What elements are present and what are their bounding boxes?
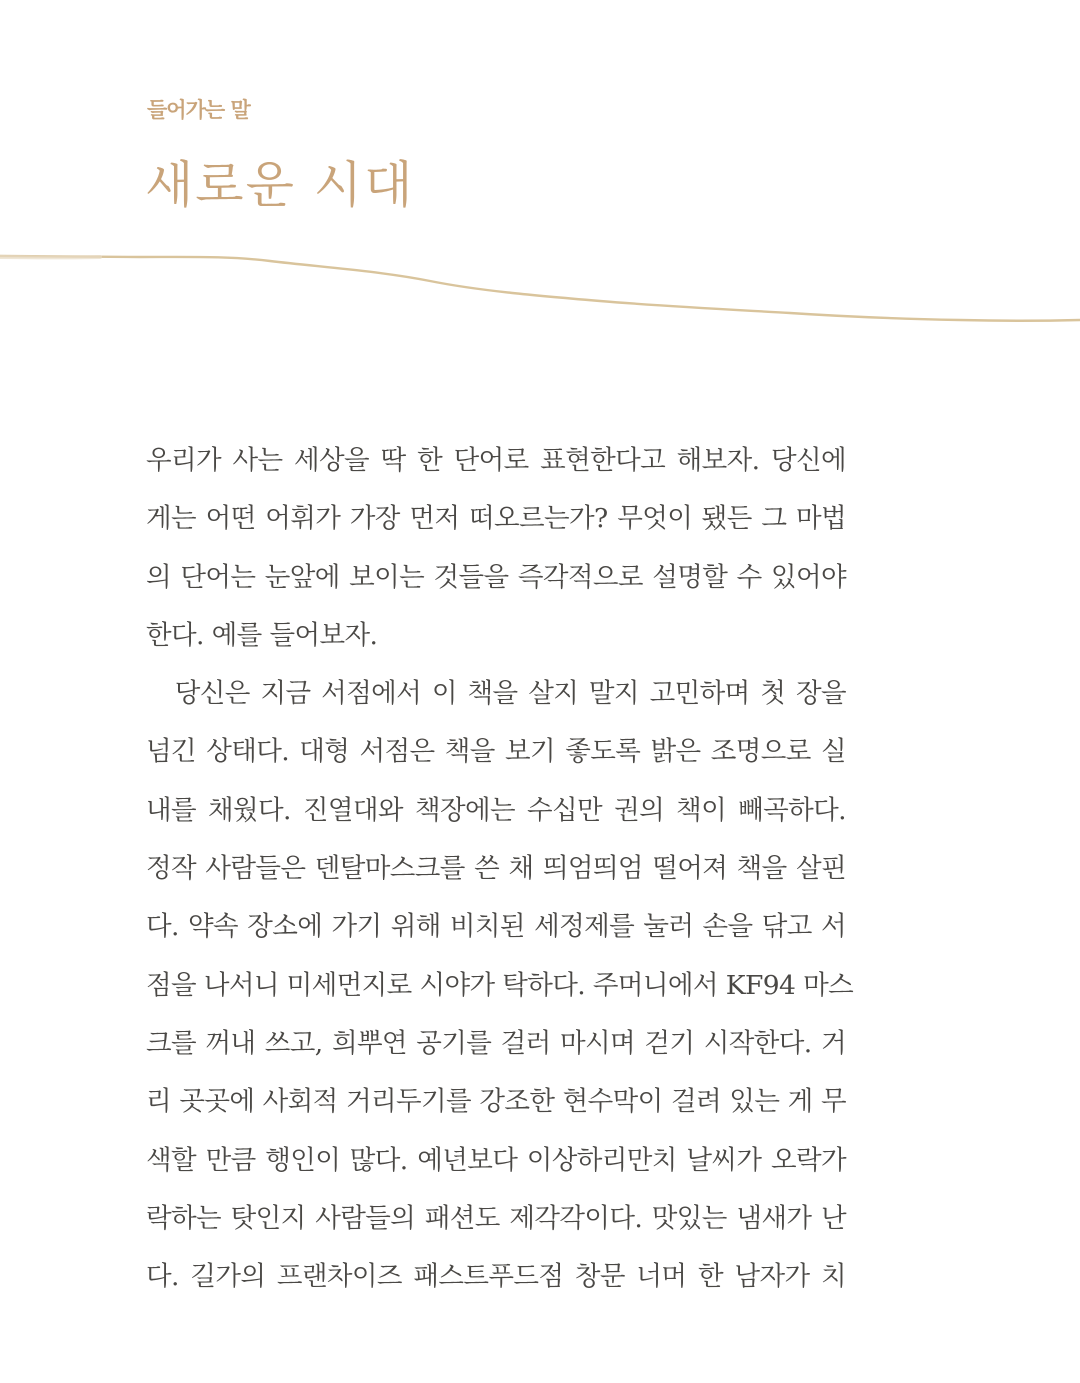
text-line: 넘긴 상태다. 대형 서점은 책을 보기 좋도록 밝은 조명으로 실 [146, 736, 846, 768]
text-line: 의 단어는 눈앞에 보이는 것들을 즉각적으로 설명할 수 있어야 [146, 561, 846, 593]
text-line: 게는 어떤 어휘가 가장 먼저 떠오르는가? 무엇이 됐든 그 마법 [146, 503, 846, 535]
text-line: 점을 나서니 미세먼지로 시야가 탁하다. 주머니에서 KF94 마스 [146, 969, 854, 1001]
text-line: 당신은 지금 서점에서 이 책을 살지 말지 고민하며 첫 장을 [146, 678, 846, 710]
text-line: 색할 만큼 행인이 많다. 예년보다 이상하리만치 날씨가 오락가 [146, 1144, 846, 1176]
chapter-title: 새로운 시대 [145, 156, 415, 214]
text-line: 다. 길가의 프랜차이즈 패스트푸드점 창문 너머 한 남자가 치 [146, 1261, 846, 1293]
text-line: 정작 사람들은 덴탈마스크를 쓴 채 띄엄띄엄 떨어져 책을 살핀 [146, 853, 846, 885]
text-line: 내를 채웠다. 진열대와 책장에는 수십만 권의 책이 빼곡하다. [146, 794, 846, 826]
text-line: 우리가 사는 세상을 딱 한 단어로 표현한다고 해보자. 당신에 [146, 445, 846, 476]
body-paragraphs [146, 432, 854, 1306]
text-line: 락하는 탓인지 사람들의 패션도 제각각이다. 맛있는 냄새가 난 [146, 1202, 846, 1234]
text-line: 리 곳곳에 사회적 거리두기를 강조한 현수막이 걸려 있는 게 무 [146, 1086, 846, 1118]
text-line: 다. 약속 장소에 가기 위해 비치된 세정제를 눌러 손을 닦고 서 [146, 911, 846, 943]
section-label: 들어가는 말 [147, 98, 250, 122]
text-line: 한다. 예를 들어보자. [146, 619, 378, 651]
text-line: 크를 꺼내 쓰고, 희뿌연 공기를 걸러 마시며 걷기 시작한다. 거 [146, 1027, 846, 1059]
decorative-wavy-rule [0, 235, 1080, 345]
